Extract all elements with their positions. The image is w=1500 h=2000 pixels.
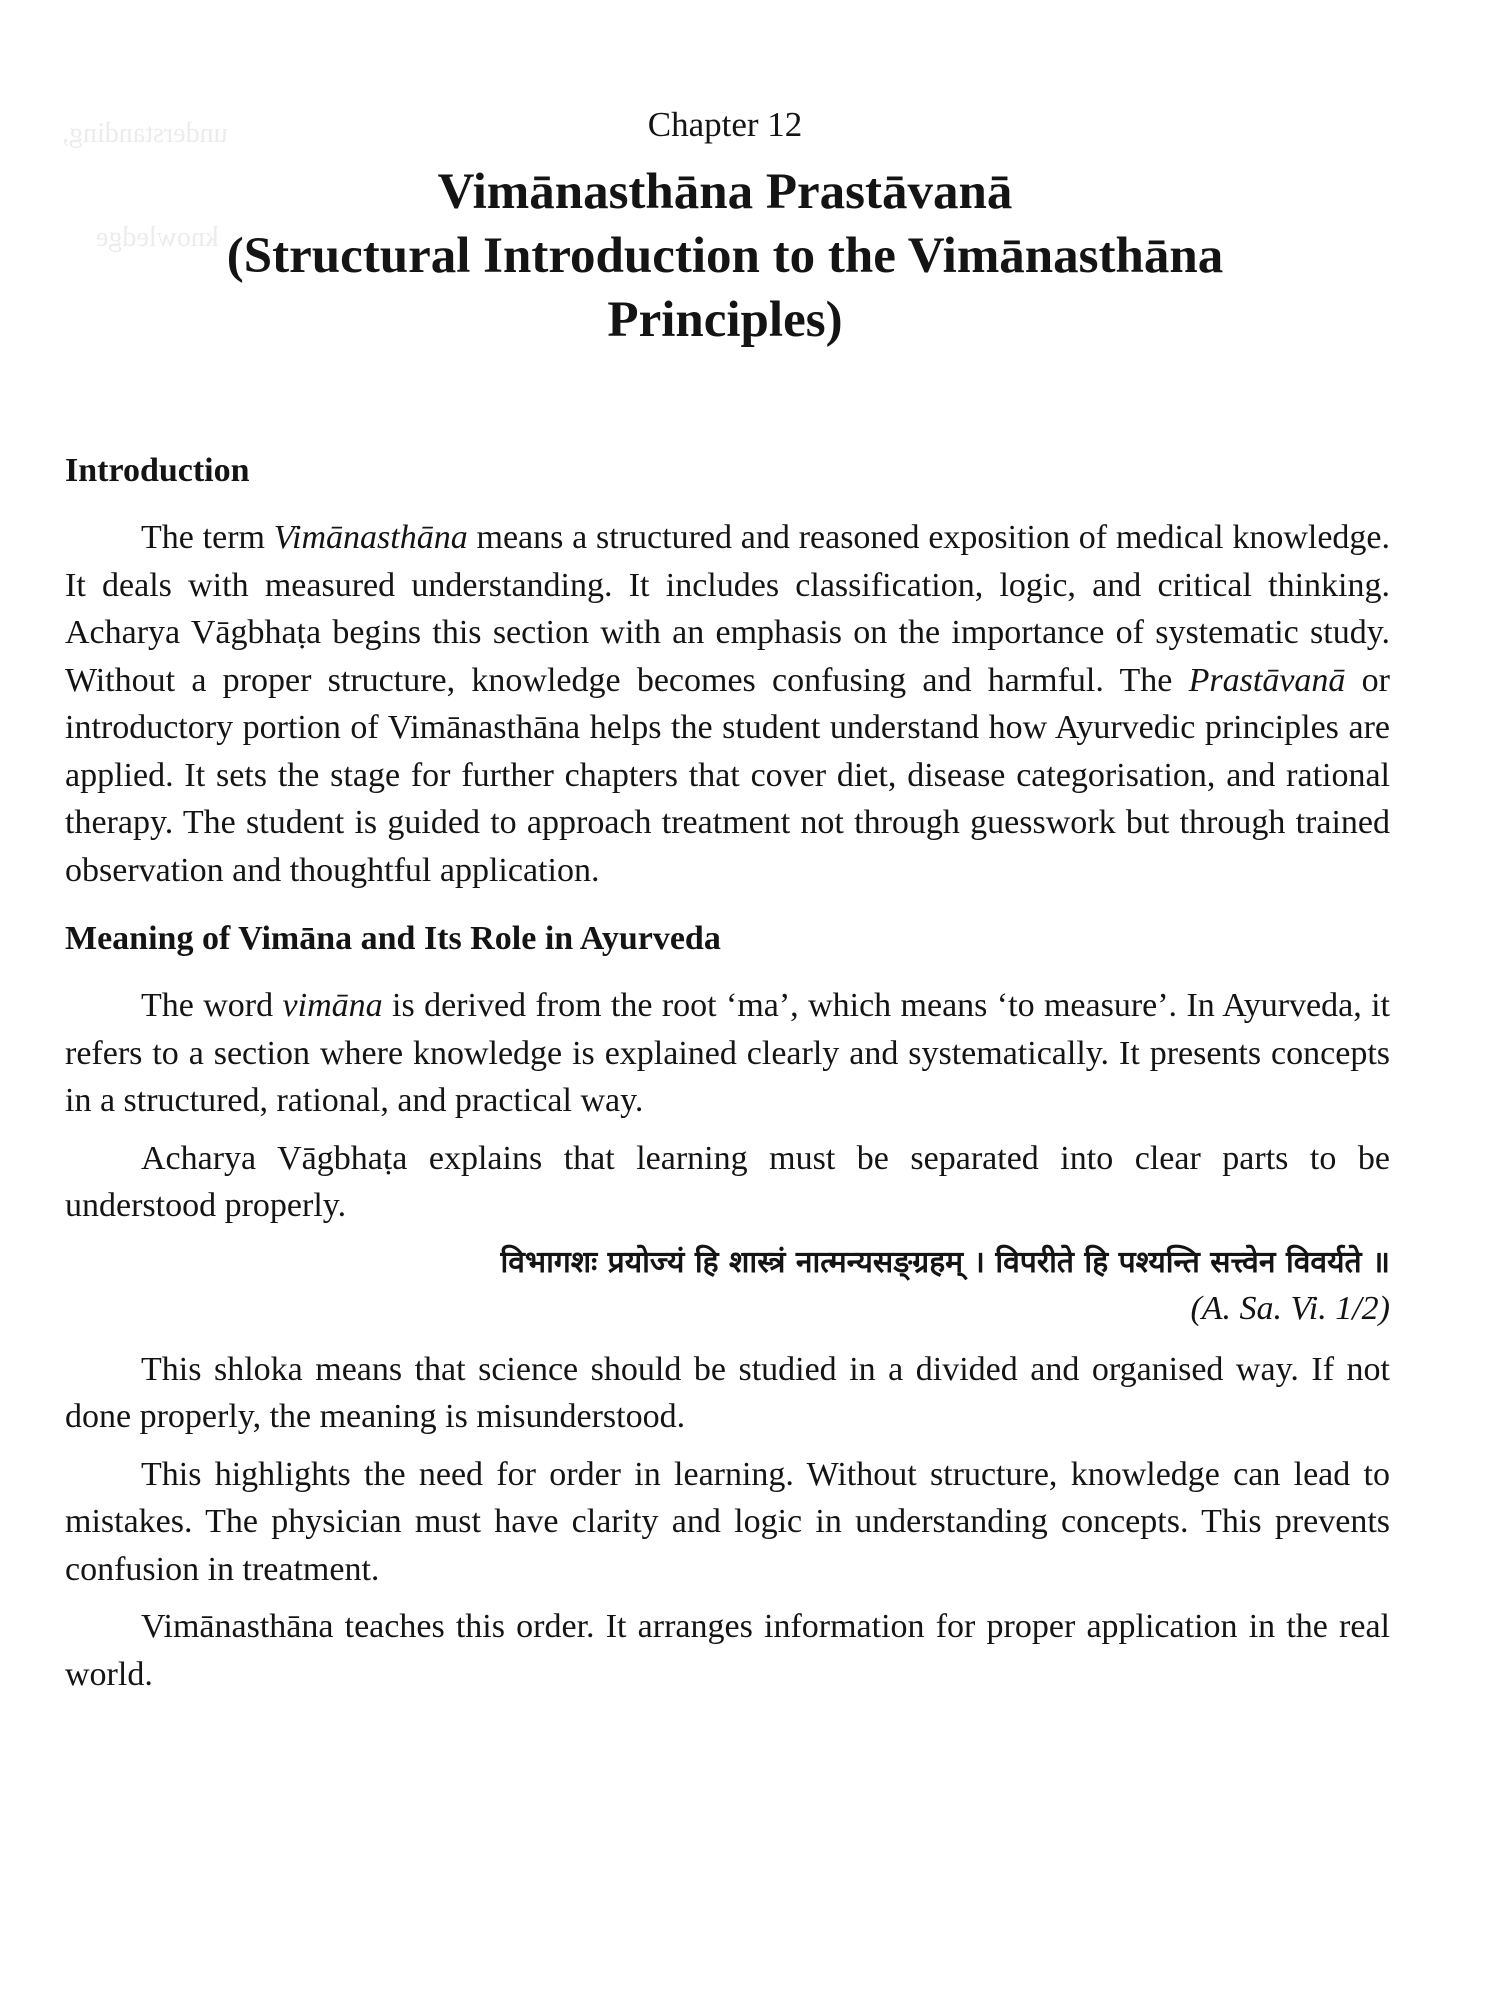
paragraph-meaning-3: This shloka means that science should be studied in a divided and organised way. If not done properly, the meaning is misunderstood. xyxy=(65,1350,1390,1435)
shloka-citation: (A. Sa. Vi. 1/2) xyxy=(1190,1289,1390,1327)
chapter-title xyxy=(80,160,1370,352)
show-through-text: knowledge xyxy=(96,222,219,253)
chapter-title-line: (Structural Introduction to the Vimānasthāna xyxy=(226,228,1224,284)
section-heading-meaning: Meaning of Vimāna and Its Role in Ayurveda xyxy=(65,920,721,957)
text-run: means a structured and reasoned exposition of medical knowledge. It deals with measured understanding. It includes classification, logic, and critical thinking. Acharya Vāgbhaṭa begins this section with an emphasis on the importance of systematic study. Without a proper structure, knowledge becomes confusing and harmful. The xyxy=(65,519,1390,699)
italic-term: Prastāvanā xyxy=(1188,661,1346,699)
text-run: is derived from the root ‘ma’, which means ‘to measure’. In Ayurveda, it refers to a section where knowledge is explained clearly and systematically. It presents concepts in a structured, rational, and practical way. xyxy=(65,987,1390,1119)
sanskrit-shloka: विभागशः प्रयोज्यं हि शास्त्रं नात्मन्यसङ्ग्रहम् । विपरीते हि पश्यन्ति सत्त्वेन विवर्यते ॥ xyxy=(500,1244,1390,1280)
paragraph-meaning-5: Vimānasthāna teaches this order. It arranges information for proper application in the real world. xyxy=(65,1608,1390,1693)
paragraph-meaning-4: This highlights the need for order in learning. Without structure, knowledge can lead to mistakes. The physician must have clarity and logic in understanding concepts. This prevents confusion in treatment. xyxy=(65,1455,1390,1588)
italic-term: vimāna xyxy=(282,987,383,1024)
text-run: or introductory portion of Vimānasthāna helps the student understand how Ayurvedic principles are applied. It sets the stage for further chapters that cover diet, disease categorisation, and rational therapy. The student is guided to approach treatment not through guesswork but through trained observation and thoughtful application. xyxy=(65,661,1391,889)
show-through-text: understanding, xyxy=(62,118,228,149)
text-run: The word xyxy=(141,987,283,1024)
text-run: The term xyxy=(141,519,274,556)
chapter-label: Chapter 12 xyxy=(647,105,803,144)
paragraph-introduction xyxy=(65,514,1390,894)
section-heading-introduction: Introduction xyxy=(65,452,250,489)
italic-term: Vimānasthāna xyxy=(273,519,468,556)
chapter-title-line: Principles) xyxy=(607,292,843,348)
paragraph-meaning-1 xyxy=(65,982,1390,1125)
paragraph-meaning-2: Acharya Vāgbhaṭa explains that learning must be separated into clear parts to be understood properly. xyxy=(65,1139,1390,1224)
body-text xyxy=(65,448,1390,1708)
chapter-title-line: Vimānasthāna Prastāvanā xyxy=(437,164,1013,220)
